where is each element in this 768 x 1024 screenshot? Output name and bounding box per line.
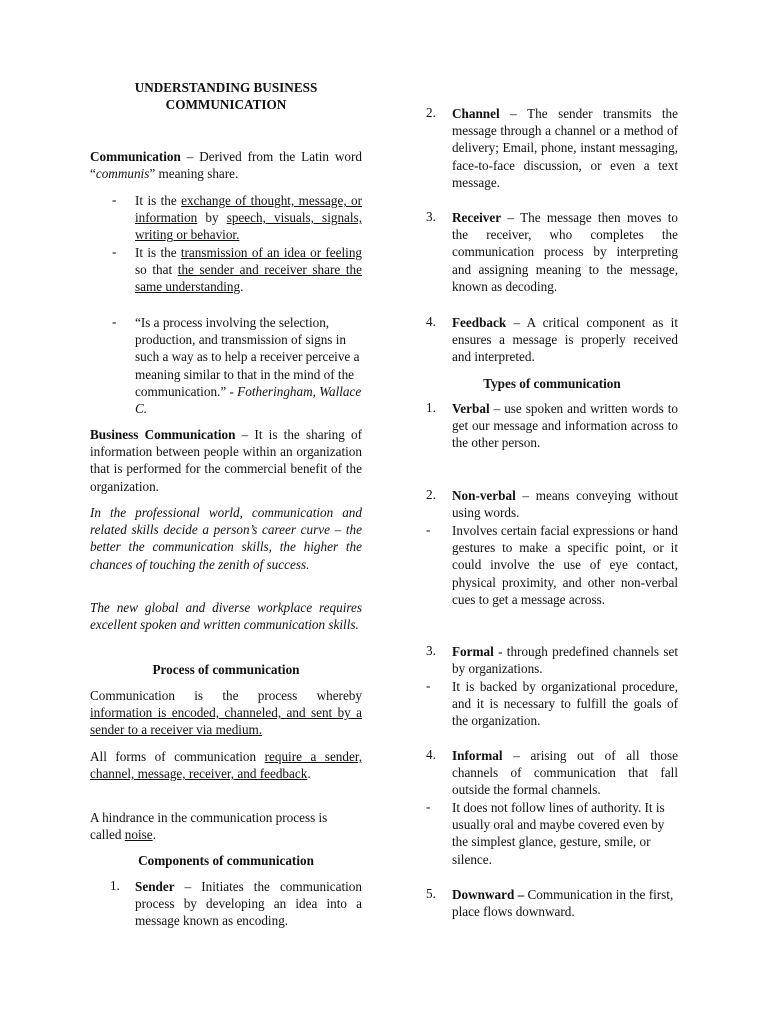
- process-heading: Process of communication: [152, 662, 300, 677]
- component-receiver: 3. Receiver – The message then moves to the receiver, who completes the communication process by interpreting and assigning meaning to the message, known as decoding.: [426, 209, 678, 294]
- component-sender: 1. Sender – Initiates the communication process by developing an idea into a message known as encoding.: [110, 878, 362, 929]
- components-heading: Components of communication: [138, 853, 314, 868]
- component-channel: 2. Channel – The sender transmits the message through a channel or a method of delivery; Email, phone, instant messaging, face-to-face discussion, or even a text message.: [426, 105, 678, 190]
- business-communication-definition: Business Communication – It is the sharing of information between people within an organization that is performed for the commercial benefit of the organization.: [90, 427, 362, 494]
- type-non-verbal: 2. Non-verbal – means conveying without using words.: [426, 487, 678, 521]
- process-paragraph-2: All forms of communication require a sender, channel, message, receiver, and feedback.: [90, 749, 362, 782]
- type-formal-detail: - It is backed by organizational procedure, and it is necessary to fulfill the goals of the organization.: [426, 678, 678, 729]
- communication-definition: Communication – Derived from the Latin word “communis” meaning share.: [90, 149, 362, 182]
- type-informal-detail: - It does not follow lines of authority. It is usually oral and maybe covered even by the simplest glance, gesture, smile, or silence.: [426, 799, 665, 867]
- type-formal: 3. Formal - through predefined channels set by organizations.: [426, 643, 678, 677]
- bullet-marker: -: [112, 244, 117, 259]
- title-line-2: COMMUNICATION: [165, 97, 287, 113]
- bullet-item-2: - It is the transmission of an idea or feeling so that the sender and receiver share the same understanding.: [112, 244, 363, 295]
- page-title: [90, 79, 362, 113]
- component-feedback: 4. Feedback – A critical component as it ensures a message is properly received and interpreted.: [426, 314, 678, 365]
- process-paragraph-1: Communication is the process whereby information is encoded, channeled, and sent by a sender to a receiver via medium.: [90, 688, 362, 738]
- communication-term: Communication: [90, 149, 181, 164]
- bullet-item-3: - “Is a process involving the selection, production, and transmission of signs in such a way as to help a receiver perceive a meaning similar to that in the mind of the communication.” - Fotheringham, Wallace C.: [112, 314, 362, 417]
- bullet-marker: -: [112, 192, 117, 207]
- types-heading: Types of communication: [483, 376, 621, 391]
- business-communication-term: Business Communication: [90, 427, 236, 442]
- type-verbal: 1. Verbal – use spoken and written words to get our message and information across to the other person.: [426, 400, 678, 451]
- quote-author: Fotheringham, Wallace C.: [135, 383, 362, 417]
- italic-paragraph-2: The new global and diverse workplace requires excellent spoken and written communication skills.: [90, 600, 362, 633]
- type-downward: 5. Downward – Communication in the first, place flows downward.: [426, 886, 674, 920]
- process-paragraph-3: A hindrance in the communication process is called noise.: [90, 810, 328, 843]
- title-line-1: UNDERSTANDING BUSINESS: [134, 80, 318, 95]
- italic-paragraph-1: In the professional world, communication and related skills decide a person’s career curve – the better the communication skills, the higher the chances of touching the zenith of success.: [90, 505, 362, 572]
- bullet-item-1: - It is the exchange of thought, message, or information by speech, visuals, signals, writing or behavior.: [112, 192, 362, 243]
- type-informal: 4. Informal – arising out of all those channels of communication that fall outside the formal channels.: [426, 747, 678, 798]
- latin-word: communis: [95, 166, 150, 182]
- bullet-marker: -: [112, 314, 117, 329]
- type-non-verbal-detail: - Involves certain facial expressions or hand gestures to make a specific point, or it could involve the use of eye contact, physical proximity, and other non-verbal cues to get a message across.: [426, 522, 678, 607]
